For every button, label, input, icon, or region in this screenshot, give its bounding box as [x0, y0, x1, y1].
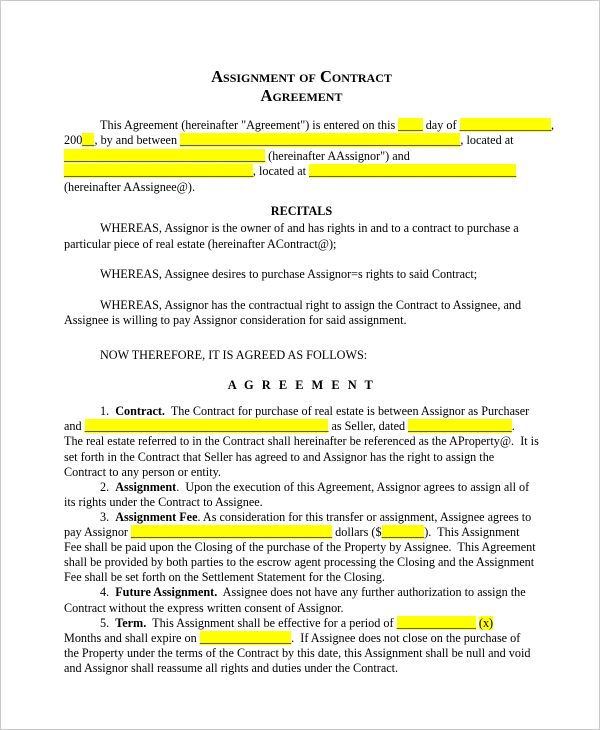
bold-text-run: Future Assignment. — [115, 585, 218, 600]
text-run: as Seller, dated — [328, 419, 409, 434]
text-run: 3. — [100, 509, 116, 524]
text-run: its rights under the Contract to Assignee. — [64, 494, 263, 509]
blank-highlight: (x) — [478, 615, 494, 630]
section-term — [64, 616, 539, 676]
text-run: NOW THEREFORE, IT IS AGREED AS FOLLOWS: — [100, 348, 368, 363]
recitals-heading: RECITALS — [270, 204, 333, 219]
section-future-assignment — [64, 585, 539, 615]
blank-highlight: _______ — [381, 525, 425, 540]
whereas-assignee-clause — [64, 267, 539, 282]
text-run: ). This Assignment — [424, 525, 520, 540]
blank-highlight: _______________________________ — [64, 164, 253, 179]
text-run: , — [550, 118, 554, 132]
text-run: WHEREAS, Assignor is the owner of and has rights in and to a contract to purchase a — [100, 221, 519, 236]
blank-highlight: ________________________________________ — [84, 419, 329, 434]
text-run: (hereinafter AAssignee@). — [64, 179, 196, 194]
text-run: 1. — [100, 404, 116, 419]
text-run: Fee shall be paid upon the Closing of the purchase of the Property by Assignee. This Agreement — [64, 540, 536, 555]
blank-highlight: _______________ — [459, 118, 551, 132]
text-run: 4. — [100, 585, 116, 600]
text-run: and Assignor shall reassume all rights and duties under the Contract. — [64, 660, 399, 675]
text-run: (hereinafter AAssignor") and — [265, 148, 410, 163]
text-run: day of — [422, 118, 460, 132]
section-assignment — [64, 480, 539, 510]
text-run: 5. — [100, 615, 116, 630]
text-run: Fee shall be set forth on the Settlement Statement for the Closing. — [64, 570, 385, 585]
text-run: 200 — [64, 133, 83, 148]
bold-text-run: Assignment — [115, 479, 177, 494]
blank-highlight: _________________ — [408, 419, 512, 434]
text-run: Assignee does not have any further authorization to assign the — [217, 585, 526, 600]
section-assignment-fee — [64, 510, 539, 585]
text-run: WHEREAS, Assignee desires to purchase Assignor=s rights to said Contract; — [100, 267, 478, 282]
text-run: , located at — [252, 164, 310, 179]
text-run: Contract without the express written consent of Assignor. — [64, 600, 344, 615]
text-run: . As consideration for this transfer or assignment, Assignee agrees to — [197, 509, 532, 524]
text-run: WHEREAS, Assignor has the contractual right to assign the Contract to Assignee, and — [100, 297, 522, 312]
document-title — [64, 67, 539, 105]
bold-text-run: Assignment Fee — [115, 509, 198, 524]
text-run: . — [511, 419, 515, 434]
blank-highlight: _________________________________ — [131, 525, 333, 540]
blank-highlight: _______________ — [199, 630, 292, 645]
blank-highlight: __________________________________ — [309, 164, 517, 179]
document-title-line-1: Assignment of Contract — [211, 67, 392, 86]
text-run: The Contract for purchase of real estate is between Assignor as Purchaser — [164, 404, 530, 419]
text-run: pay Assignor — [64, 525, 132, 540]
text-run: This Agreement (hereinafter "Agreement") is entered on this — [100, 118, 399, 132]
bold-text-run: Term. — [115, 615, 147, 630]
document-body — [1, 1, 599, 676]
text-run: , located at — [460, 133, 514, 148]
text-run: This Assignment shall be effective for a period of — [146, 615, 397, 630]
text-run: . Upon the execution of this Agreement, Assignor agrees to assign all of — [176, 479, 530, 494]
blank-highlight: __ — [82, 133, 95, 148]
whereas-owner-clause — [64, 221, 539, 252]
agreement-heading: A G R E E M E N T — [227, 377, 376, 392]
text-run: Assignee is willing to pay Assignor consideration for said assignment. — [64, 313, 407, 328]
text-run: shall be provided by both parties to the escrow agent processing the Closing and the Assignment — [64, 555, 535, 570]
now-therefore-line — [64, 348, 539, 363]
text-run: 2. — [100, 479, 116, 494]
blank-highlight: _____________ — [396, 615, 476, 630]
blank-highlight: ____ — [398, 118, 423, 132]
text-run: and — [64, 419, 85, 434]
text-run: Months and shall expire on — [64, 630, 200, 645]
intro-paragraph — [64, 118, 554, 195]
document-title-line-2: Agreement — [260, 86, 343, 105]
blank-highlight: _________________________________ — [64, 148, 266, 163]
bold-text-run: Contract. — [115, 404, 165, 419]
text-run: the Property under the terms of the Contract by this date, this Assignment shall be null and void — [64, 645, 531, 660]
text-run: particular piece of real estate (hereinafter AContract@); — [64, 236, 337, 251]
text-run: dollars ($ — [332, 525, 382, 540]
text-run: Contract to any person or entity. — [64, 464, 221, 479]
text-run: . If Assignee does not close on the purchase of — [291, 630, 521, 645]
blank-highlight: ______________________________________________ — [180, 133, 461, 148]
whereas-contractual-right-clause — [64, 298, 539, 329]
section-contract — [64, 404, 539, 479]
text-run: , by and between — [94, 133, 181, 148]
text-run: The real estate referred to in the Contract shall hereinafter be referenced as the AProperty@. It is — [64, 434, 539, 449]
agreement-sections — [64, 404, 539, 676]
text-run: set forth in the Contract that Seller has agreed to and Assignor has the right to assign the — [64, 449, 495, 464]
